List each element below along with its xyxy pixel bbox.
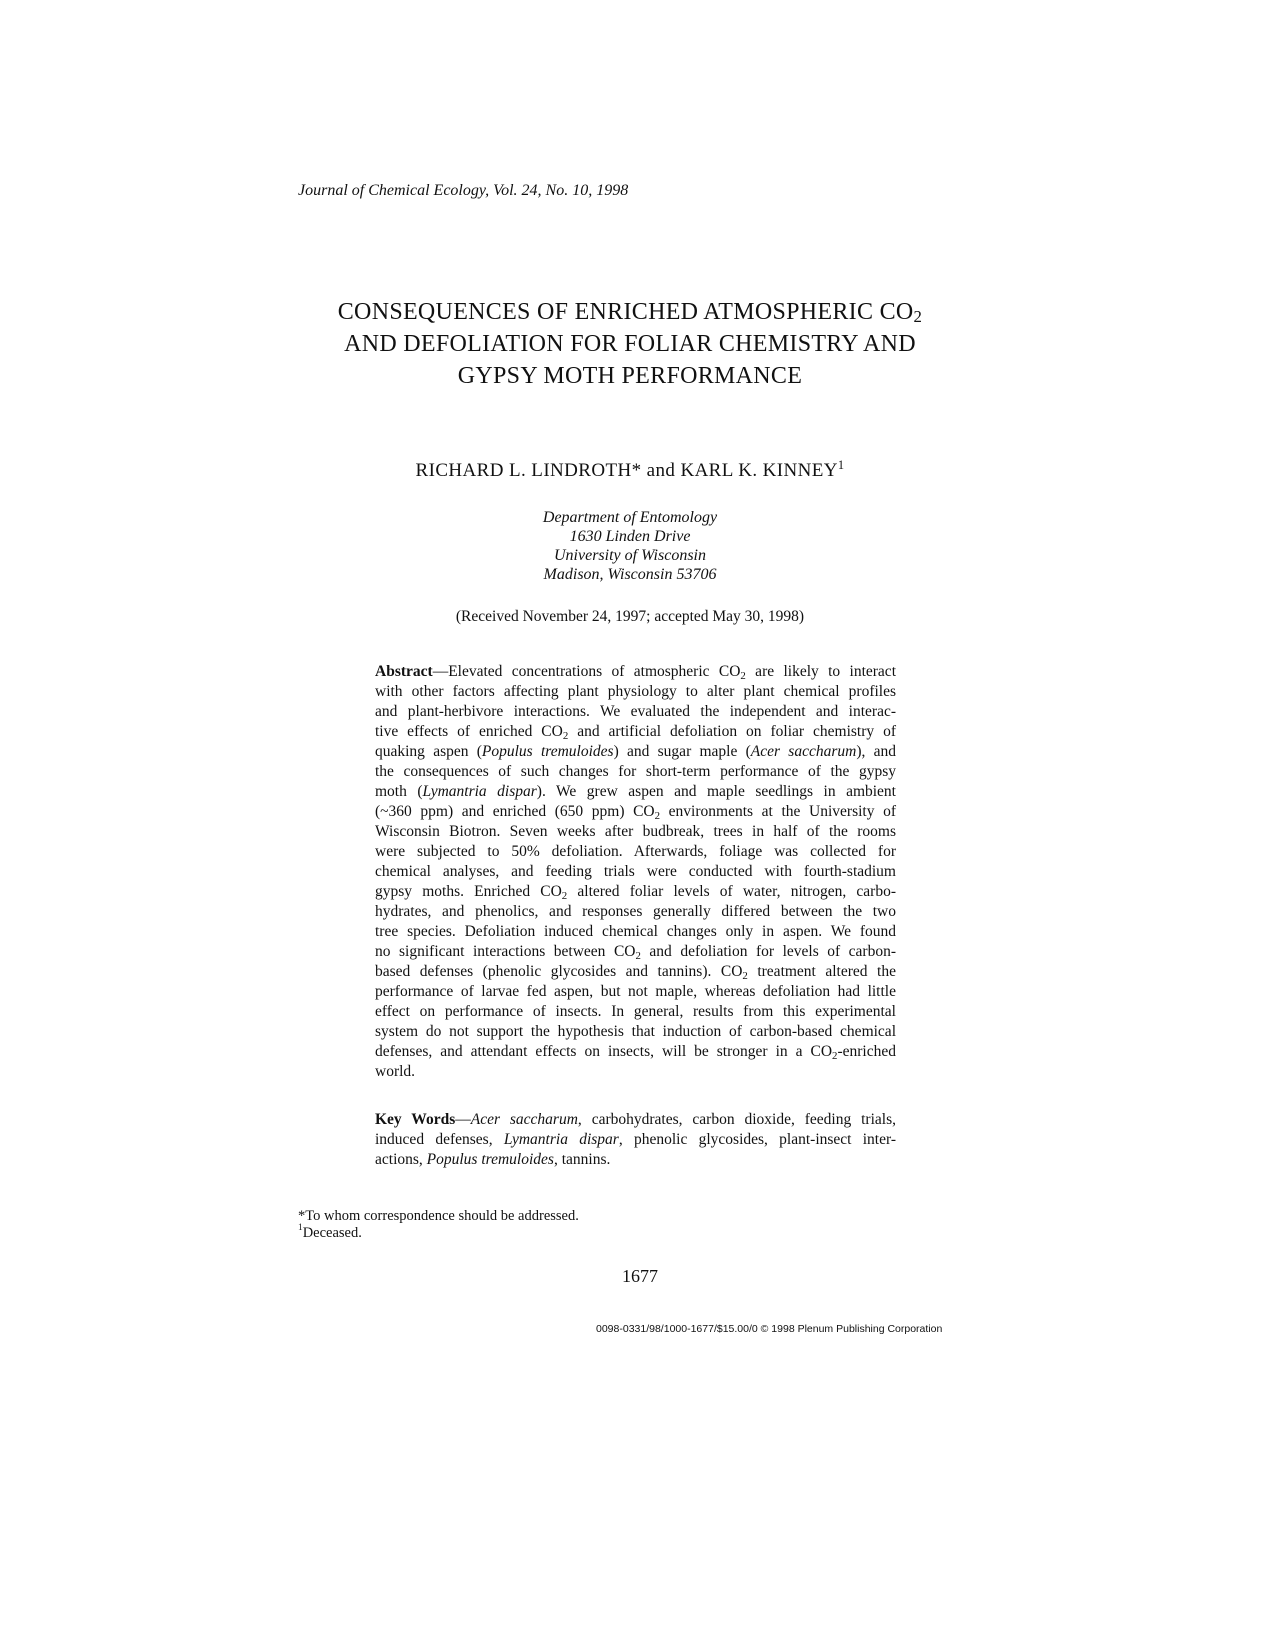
abstract-text: defenses, and attendant effects on insects, will be stronger in a CO (375, 1043, 833, 1060)
abstract-text: effect on performance of insects. In general, results from this experimental (375, 1003, 896, 1020)
abstract-text: are likely to interact (745, 663, 896, 680)
keywords-text: induced defenses, (375, 1131, 504, 1148)
abstract-text: treatment altered the (747, 963, 896, 980)
abstract-line (375, 1022, 896, 1042)
affiliation-department: Department of Entomology (542, 509, 718, 526)
abstract-text: Acer saccharum (750, 743, 857, 760)
abstract-line (375, 762, 896, 782)
keywords-text: Populus tremuloides (426, 1151, 554, 1168)
keywords-line (375, 1150, 896, 1170)
affiliation-university: University of Wisconsin (554, 547, 706, 564)
abstract-text: 2 (740, 670, 746, 682)
keywords-text: , tannins. (553, 1151, 611, 1168)
abstract-text: 2 (562, 730, 569, 742)
keywords-dash: — (455, 1111, 471, 1128)
abstract-line (375, 742, 896, 762)
abstract-text: environments at the University of (660, 803, 897, 820)
keywords-line (375, 1110, 896, 1130)
abstract-text: ), and (856, 743, 897, 760)
title-line-1: CONSEQUENCES OF ENRICHED ATMOSPHERIC $CO_2$ (337, 299, 923, 326)
footnote-deceased: $^1$Deceased. (298, 1223, 362, 1241)
keywords-text: Acer saccharum (470, 1111, 578, 1128)
abstract-text: and plant-herbivore interactions. We evaluated the independent and interac- (375, 703, 896, 720)
abstract-text: 2 (832, 1050, 838, 1062)
footnote-correspondence: *To whom correspondence should be addressed. (298, 1208, 579, 1224)
keywords-text: , phenolic glycosides, plant-insect inter- (618, 1131, 897, 1148)
abstract-line (375, 902, 896, 922)
abstract-text: Populus tremuloides (481, 743, 614, 760)
abstract-line (375, 982, 896, 1002)
paper-title (300, 296, 960, 392)
page-number: 1677 (622, 1266, 658, 1286)
abstract-text: -enriched (837, 1043, 896, 1060)
abstract-text: the consequences of such changes for short-term performance of the gypsy (375, 763, 896, 780)
copyright-line: 0098-0331/98/1000-1677/$15.00/0 © 1998 Plenum Publishing Corporation (596, 1323, 943, 1335)
abstract-text: gypsy moths. Enriched CO (375, 883, 562, 900)
abstract-text: based defenses (phenolic glycosides and tannins). CO (375, 963, 743, 980)
abstract-text: 2 (654, 810, 661, 822)
abstract-label: Abstract (375, 663, 433, 680)
keywords-text: actions, (375, 1151, 427, 1168)
abstract-text: tree species. Defoliation induced chemical changes only in aspen. We found (375, 923, 896, 940)
abstract-text: quaking aspen ( (375, 743, 482, 760)
journal-citation: Journal of Chemical Ecology, Vol. 24, No. 10, 1998 (298, 182, 629, 199)
abstract-line (375, 822, 896, 842)
abstract-text: tive effects of enriched CO (375, 723, 563, 740)
title-line-2: AND DEFOLIATION FOR FOLIAR CHEMISTRY AND (344, 331, 916, 357)
abstract-line (375, 882, 896, 902)
abstract-line (375, 702, 896, 722)
abstract-text: world. (375, 1063, 416, 1080)
abstract-line (375, 922, 896, 942)
received-dates: (Received November 24, 1997; accepted May 30, 1998) (455, 608, 805, 625)
abstract-dash: — (432, 663, 449, 680)
abstract-line (375, 862, 896, 882)
keywords-text: , carbohydrates, carbon dioxide, feeding trials, (577, 1111, 896, 1128)
abstract-text: Lymantria dispar (422, 783, 537, 800)
abstract-text: (~360 ppm) and enriched (650 ppm) CO (375, 803, 655, 820)
abstract-text: moth ( (375, 783, 423, 800)
abstract-text: with other factors affecting plant physiology to alter plant chemical profiles (375, 683, 896, 700)
abstract-text: ). We grew aspen and maple seedlings in ambient (536, 783, 896, 800)
authors: RICHARD L. LINDROTH* and KARL K. KINNEY$^1$ (415, 458, 845, 481)
keywords-text: Lymantria dispar (503, 1131, 619, 1148)
key-words (375, 1110, 896, 1170)
abstract-line (375, 722, 896, 742)
abstract-text: Elevated concentrations of atmospheric CO (448, 663, 741, 680)
abstract-line (375, 662, 896, 682)
abstract-text: hydrates, and phenolics, and responses generally differed between the two (375, 903, 896, 920)
affiliation-city: Madison, Wisconsin 53706 (543, 566, 717, 583)
abstract-text: altered foliar levels of water, nitrogen, carbo- (567, 883, 896, 900)
abstract-text: chemical analyses, and feeding trials were conducted with fourth-stadium (375, 863, 896, 880)
abstract-text: 2 (635, 950, 641, 962)
abstract-line (375, 682, 896, 702)
affiliation (380, 508, 880, 584)
abstract (375, 662, 896, 1082)
abstract-line (375, 962, 896, 982)
abstract-line (375, 1002, 896, 1022)
abstract-line (375, 1042, 896, 1062)
footnotes (298, 1208, 579, 1242)
affiliation-street: 1630 Linden Drive (569, 528, 691, 545)
abstract-text: were subjected to 50% defoliation. Afterwards, foliage was collected for (375, 843, 896, 860)
abstract-text: no significant interactions between CO (375, 943, 636, 960)
abstract-line (375, 1062, 896, 1082)
abstract-line (375, 842, 896, 862)
abstract-text: Wisconsin Biotron. Seven weeks after budbreak, trees in half of the rooms (375, 823, 896, 840)
keywords-label: Key Words (375, 1111, 456, 1128)
abstract-text: and defoliation for levels of carbon- (640, 943, 896, 960)
title-line-3: GYPSY MOTH PERFORMANCE (457, 363, 803, 389)
abstract-text: system do not support the hypothesis that induction of carbon-based chemical (375, 1023, 896, 1040)
abstract-line (375, 802, 896, 822)
abstract-text: and artificial defoliation on foliar chemistry of (568, 723, 896, 740)
abstract-text: 2 (561, 890, 568, 902)
abstract-line (375, 782, 896, 802)
abstract-text: performance of larvae fed aspen, but not maple, whereas defoliation had little (375, 983, 896, 1000)
abstract-text: 2 (742, 970, 748, 982)
abstract-text: ) and sugar maple ( (613, 743, 751, 760)
keywords-line (375, 1130, 896, 1150)
abstract-line (375, 942, 896, 962)
